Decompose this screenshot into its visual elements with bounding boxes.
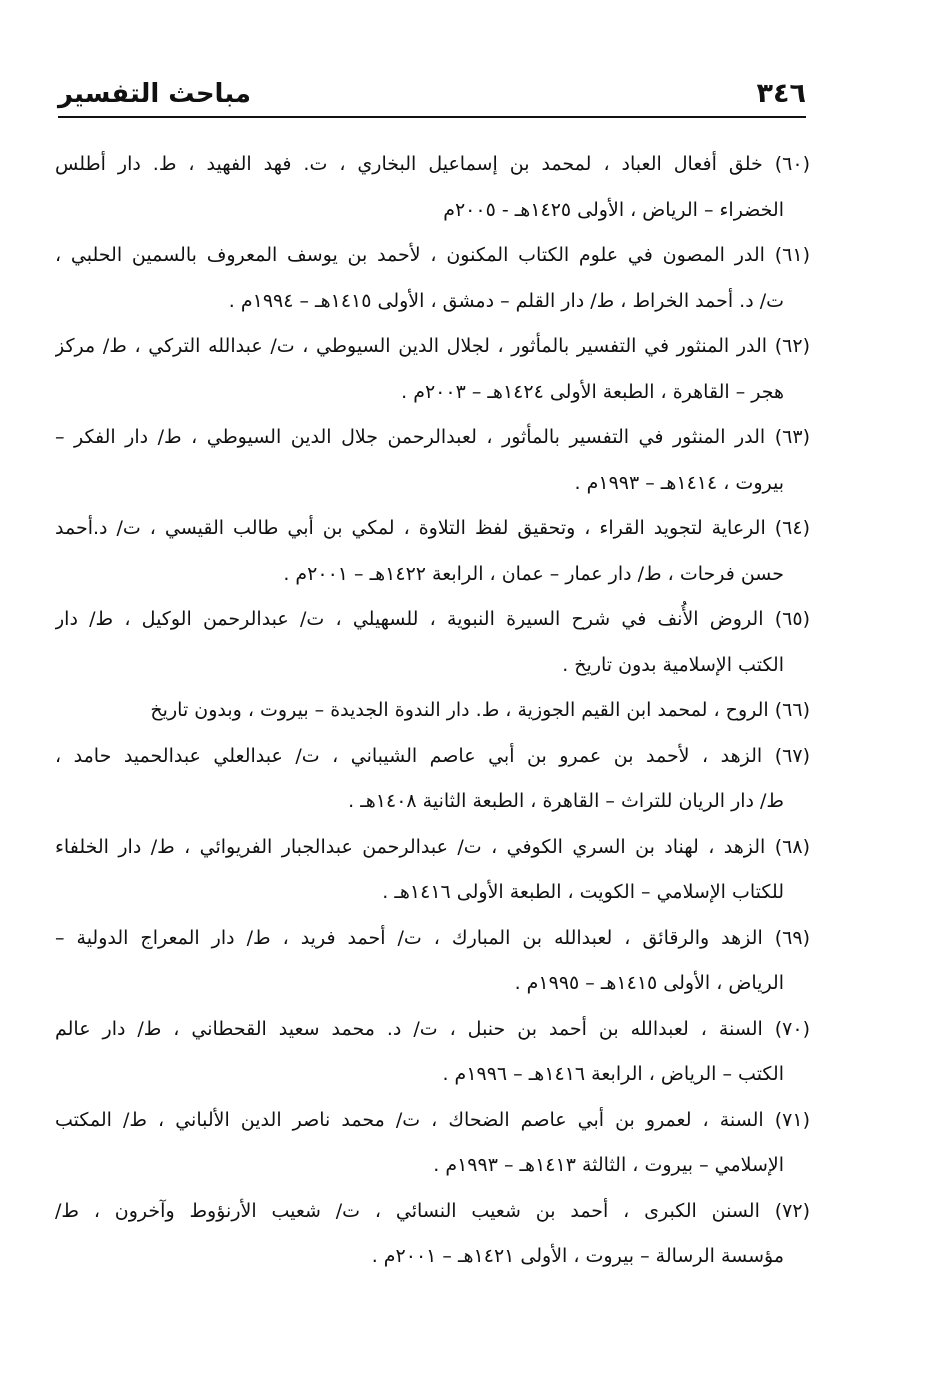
page-number: ٣٤٦	[756, 78, 806, 109]
bibliography-entry	[55, 734, 810, 825]
bibliography-entry	[55, 1189, 810, 1280]
entry-number: (٦٧)	[774, 744, 810, 767]
entry-number: (٦٥)	[774, 608, 810, 630]
entry-line: الرعاية لتجويد القراء ، وتحقيق لفظ التلاوة ، لمكي بن أبي طالب القيسي ، ت/ د.أحمد	[55, 517, 766, 539]
entry-line: ط/ دار الريان للتراث – القاهرة ، الطبعة الثانية ١٤٠٨هـ .	[348, 790, 784, 812]
running-header	[58, 70, 806, 118]
bibliography-entry	[55, 688, 810, 734]
bibliography-entry	[55, 597, 810, 688]
entry-number: (٦٦)	[774, 699, 810, 721]
entry-line: للكتاب الإسلامي – الكويت ، الطبعة الأولى ١٤١٦هـ .	[382, 881, 784, 903]
entry-line: الإسلامي – بيروت ، الثالثة ١٤١٣هـ – ١٩٩٣م .	[433, 1154, 784, 1176]
entry-line: الدر المنثور في التفسير بالمأثور ، لجلال الدين السيوطي ، ت/ عبدالله التركي ، ط/ مركز	[55, 335, 768, 357]
book-title: مباحث التفسير	[58, 79, 252, 109]
bibliography-entry	[55, 825, 810, 916]
entry-line: السنة ، لعمرو بن أبي عاصم الضحاك ، ت/ محمد ناصر الدين الألباني ، ط/ المكتب	[55, 1108, 764, 1131]
bibliography-entry	[55, 142, 810, 233]
bibliography-entry	[55, 233, 810, 324]
bibliography-entry	[55, 1007, 810, 1098]
entry-number: (٦٤)	[774, 517, 810, 539]
entry-number: (٦١)	[774, 244, 810, 266]
entry-line: الخضراء – الرياض ، الأولى ١٤٢٥هـ - ٢٠٠٥م	[443, 198, 784, 221]
entry-line: الكتب – الرياض ، الرابعة ١٤١٦هـ – ١٩٩٦م .	[442, 1063, 784, 1085]
entry-line: الدر المصون في علوم الكتاب المكنون ، لأحمد بن يوسف المعروف بالسمين الحلبي ،	[55, 244, 765, 266]
entry-number: (٧١)	[774, 1108, 810, 1131]
entry-line: الرياض ، الأولى ١٤١٥هـ – ١٩٩٥م .	[514, 972, 784, 994]
entry-line: الروض الأُنف في شرح السيرة النبوية ، للسهيلي ، ت/ عبدالرحمن الوكيل ، ط/ دار	[55, 608, 764, 630]
entry-line: الزهد ، لأحمد بن عمرو بن أبي عاصم الشيباني ، ت/ عبدالعلي عبدالحميد حامد ،	[55, 744, 763, 767]
entry-line: خلق أفعال العباد ، لمحمد بن إسماعيل البخاري ، ت. فهد الفهيد ، ط. دار أطلس	[55, 153, 763, 175]
bibliography-list	[55, 142, 810, 1280]
entry-line: الدر المنثور في التفسير بالمأثور ، لعبدالرحمن جلال الدين السيوطي ، ط/ دار الفكر –	[55, 426, 766, 448]
entry-number: (٦٣)	[774, 426, 810, 448]
entry-line: مؤسسة الرسالة – بيروت ، الأولى ١٤٢١هـ – ٢٠٠١م .	[371, 1245, 784, 1267]
entry-number: (٦٩)	[774, 926, 810, 949]
entry-number: (٦٨)	[774, 835, 810, 858]
bibliography-entry	[55, 324, 810, 415]
entry-number: (٧٠)	[774, 1017, 810, 1040]
entry-line: ت/ د. أحمد الخراط ، ط/ دار القلم – دمشق ، الأولى ١٤١٥هـ – ١٩٩٤م .	[228, 289, 784, 312]
entry-line: الزهد والرقائق ، لعبدالله بن المبارك ، ت/ أحمد فريد ، ط/ دار المعراج الدولية –	[55, 926, 763, 949]
bibliography-entry	[55, 415, 810, 506]
entry-line: حسن فرحات ، ط/ دار عمار – عمان ، الرابعة ١٤٢٢هـ – ٢٠٠١م .	[283, 562, 784, 585]
bibliography-entry	[55, 1098, 810, 1189]
bibliography-entry	[55, 506, 810, 597]
entry-number: (٦٢)	[774, 335, 810, 357]
entry-line: بيروت ، ١٤١٤هـ – ١٩٩٣م .	[574, 471, 784, 494]
entry-line: هجر – القاهرة ، الطبعة الأولى ١٤٢٤هـ – ٢٠٠٣م .	[401, 380, 784, 403]
entry-line: الكتب الإسلامية بدون تاريخ .	[562, 653, 784, 676]
entry-number: (٦٠)	[774, 153, 810, 175]
entry-number: (٧٢)	[774, 1199, 810, 1222]
entry-line: السنة ، لعبدالله بن أحمد بن حنبل ، ت/ د. محمد سعيد القحطاني ، ط/ دار عالم	[55, 1017, 763, 1040]
bibliography-entry	[55, 916, 810, 1007]
entry-line: الزهد ، لهناد بن السري الكوفي ، ت/ عبدالرحمن عبدالجبار الفريوائي ، ط/ دار الخلفاء	[55, 835, 766, 858]
entry-line: السنن الكبرى ، أحمد بن شعيب النسائي ، ت/ شعيب الأرنؤوط وآخرون ، ط/	[55, 1199, 760, 1222]
entry-line: الروح ، لمحمد ابن القيم الجوزية ، ط. دار الندوة الجديدة – بيروت ، وبدون تاريخ	[150, 699, 769, 721]
